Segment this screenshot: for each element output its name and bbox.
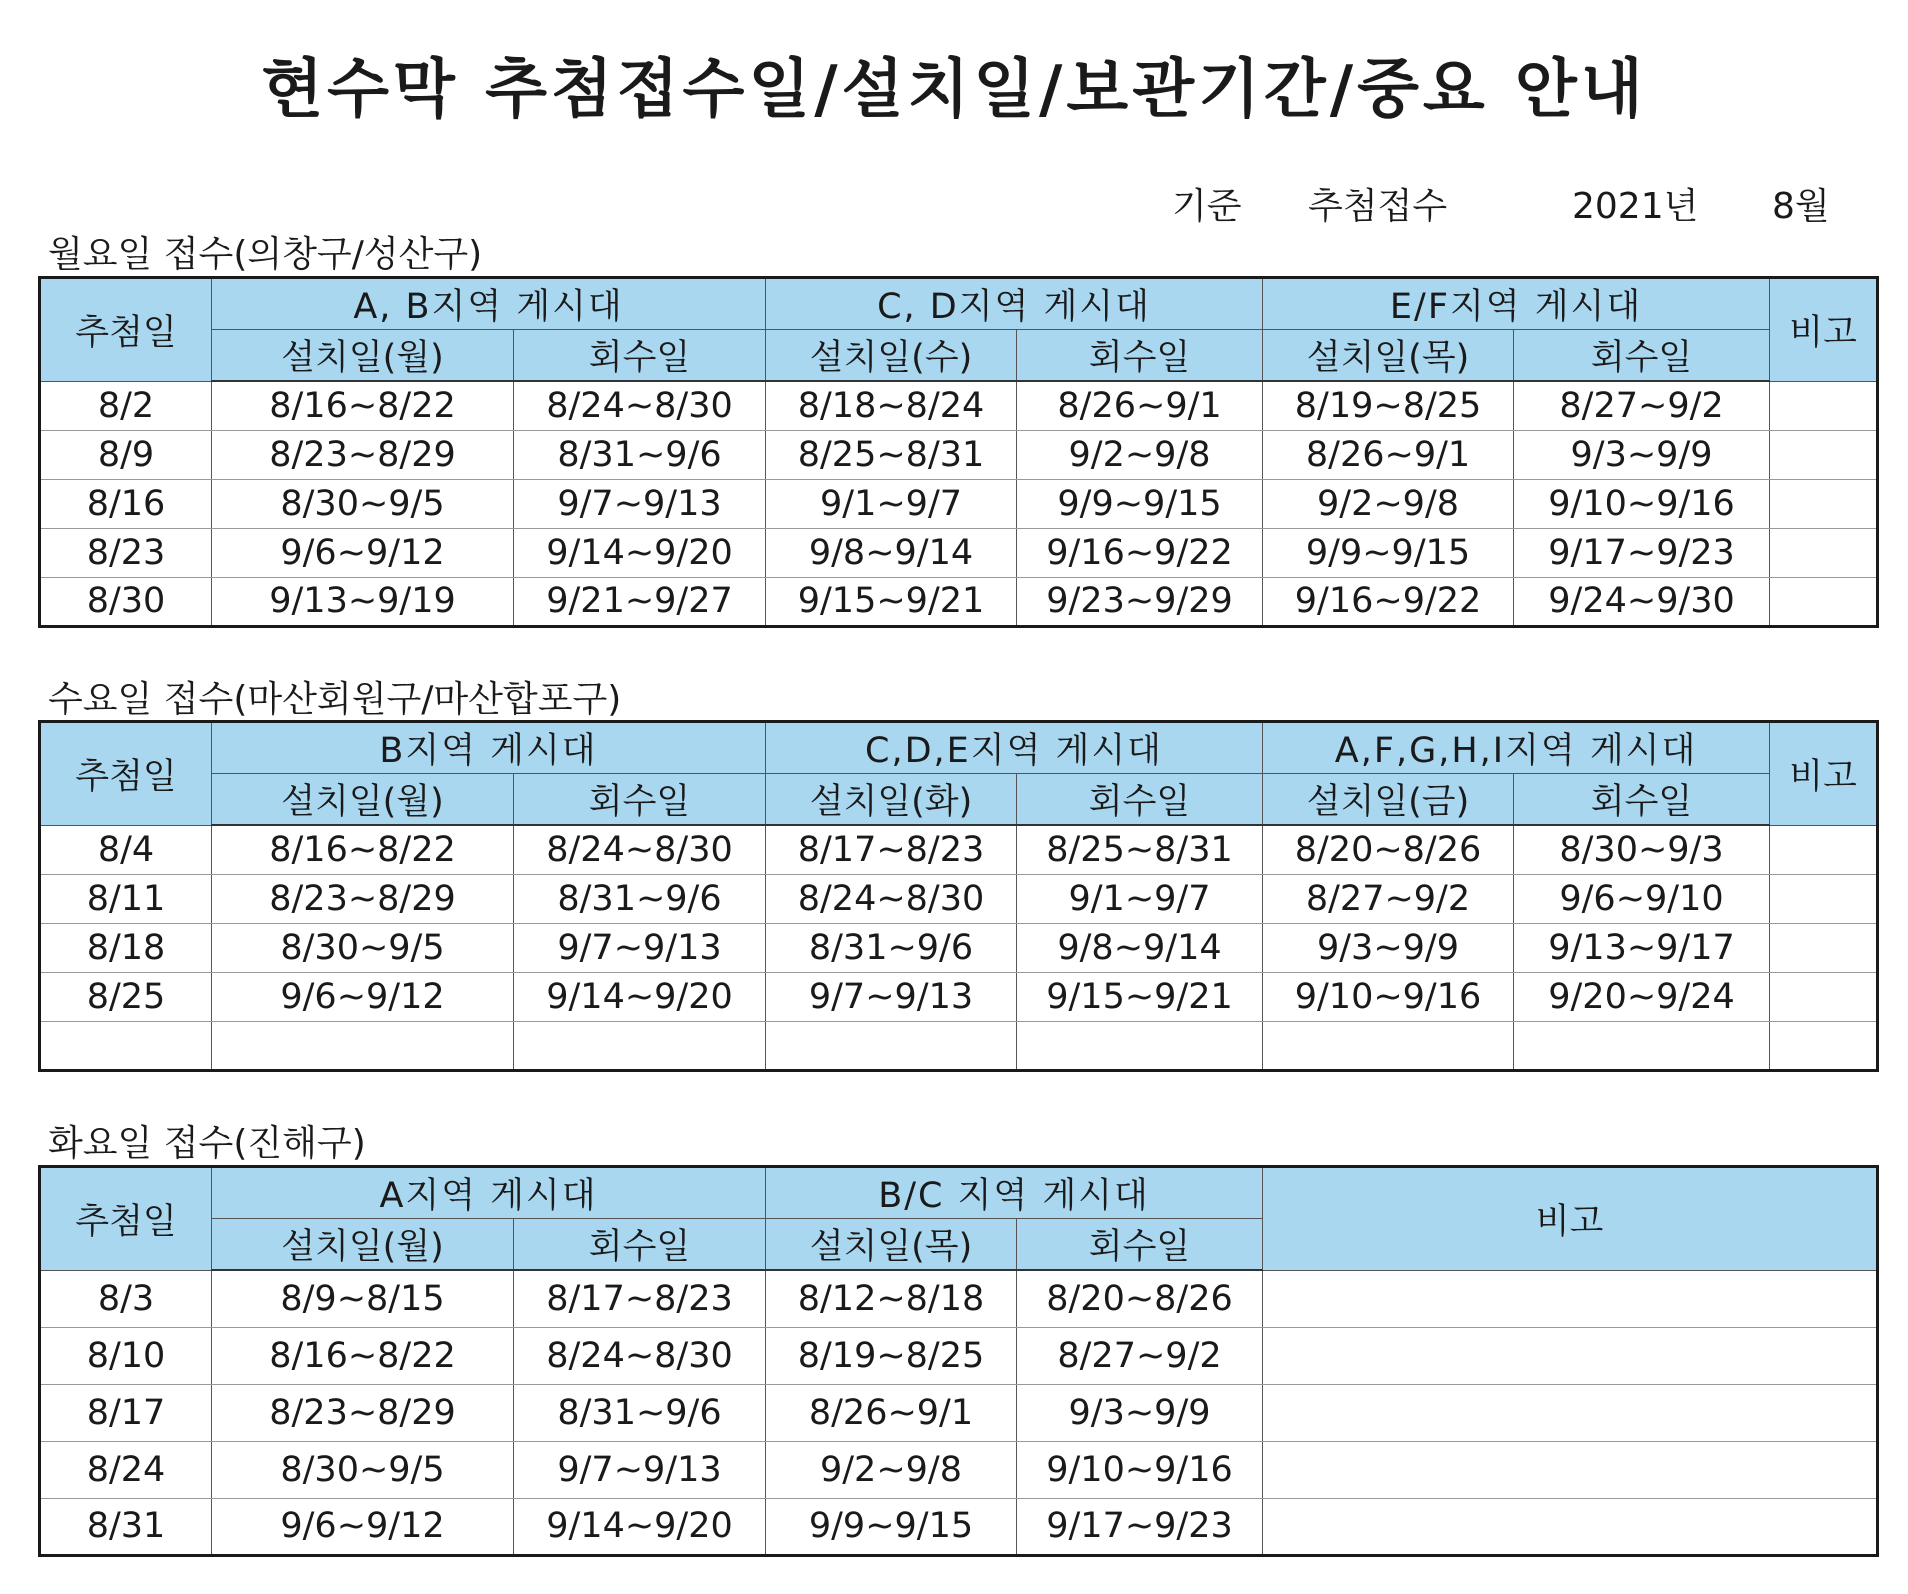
cell-date-range: 9/10~9/16 xyxy=(1263,972,1514,1021)
cell-remark xyxy=(1263,1384,1878,1441)
cell-date-range: 9/21~9/27 xyxy=(514,577,766,626)
cell-draw-date: 8/3 xyxy=(40,1270,212,1327)
cell-date-range xyxy=(1263,1021,1514,1070)
table-row xyxy=(40,923,1878,972)
cell-date-range: 9/7~9/13 xyxy=(514,479,766,528)
cell-date-range: 9/7~9/13 xyxy=(514,1441,766,1498)
cell-date-range: 8/16~8/22 xyxy=(212,381,514,430)
cell-draw-date: 8/11 xyxy=(40,874,212,923)
cell-date-range: 9/2~9/8 xyxy=(1017,430,1263,479)
cell-date-range: 8/23~8/29 xyxy=(212,1384,514,1441)
table-body xyxy=(40,1270,1878,1555)
cell-date-range: 9/7~9/13 xyxy=(514,923,766,972)
cell-date-range: 8/25~8/31 xyxy=(1017,825,1263,874)
cell-date-range: 9/3~9/9 xyxy=(1514,430,1770,479)
cell-date-range: 9/24~9/30 xyxy=(1514,577,1770,626)
cell-date-range: 8/31~9/6 xyxy=(514,874,766,923)
cell-draw-date: 8/23 xyxy=(40,528,212,577)
cell-draw-date: 8/2 xyxy=(40,381,212,430)
cell-date-range: 9/1~9/7 xyxy=(1017,874,1263,923)
cell-draw-date: 8/24 xyxy=(40,1441,212,1498)
cell-date-range: 8/31~9/6 xyxy=(766,923,1017,972)
cell-date-range: 9/1~9/7 xyxy=(766,479,1017,528)
table-row xyxy=(40,1270,1878,1327)
cell-remark xyxy=(1770,528,1878,577)
cell-date-range: 8/20~8/26 xyxy=(1263,825,1514,874)
cell-date-range: 9/17~9/23 xyxy=(1514,528,1770,577)
section-label-tuesday: 화요일 접수(진해구) xyxy=(48,1123,366,1164)
basis-label: 기준 xyxy=(1172,186,1242,227)
cell-date-range: 8/26~9/1 xyxy=(1263,430,1514,479)
cell-remark xyxy=(1263,1327,1878,1384)
header-group: B지역 게시대 xyxy=(212,722,766,774)
header-draw-date: 추첨일 xyxy=(40,722,212,826)
header-collect-date: 회수일 xyxy=(1514,774,1770,826)
cell-date-range: 8/24~8/30 xyxy=(514,381,766,430)
basis-type: 추첨접수 xyxy=(1308,186,1448,227)
cell-date-range: 8/30~9/5 xyxy=(212,1441,514,1498)
cell-date-range: 8/17~8/23 xyxy=(514,1270,766,1327)
cell-date-range: 8/16~8/22 xyxy=(212,825,514,874)
header-collect-date: 회수일 xyxy=(514,330,766,382)
table-row xyxy=(40,1021,1878,1070)
cell-date-range: 9/15~9/21 xyxy=(766,577,1017,626)
cell-date-range: 9/10~9/16 xyxy=(1514,479,1770,528)
schedule-table-monday xyxy=(38,276,1879,628)
cell-date-range: 8/27~9/2 xyxy=(1263,874,1514,923)
cell-date-range xyxy=(766,1021,1017,1070)
cell-date-range: 8/20~8/26 xyxy=(1017,1270,1263,1327)
cell-date-range: 9/23~9/29 xyxy=(1017,577,1263,626)
header-collect-date: 회수일 xyxy=(1017,1219,1263,1271)
header-remark: 비고 xyxy=(1263,1167,1878,1271)
table-row xyxy=(40,972,1878,1021)
cell-remark xyxy=(1770,825,1878,874)
cell-date-range: 8/19~8/25 xyxy=(1263,381,1514,430)
basis-year: 2021년 xyxy=(1572,186,1699,227)
cell-remark xyxy=(1263,1441,1878,1498)
header-group: C, D지역 게시대 xyxy=(766,278,1263,330)
header-collect-date: 회수일 xyxy=(514,774,766,826)
cell-draw-date: 8/4 xyxy=(40,825,212,874)
cell-date-range: 9/2~9/8 xyxy=(766,1441,1017,1498)
header-group: A지역 게시대 xyxy=(212,1167,766,1219)
cell-date-range: 9/6~9/12 xyxy=(212,1498,514,1555)
cell-date-range: 9/16~9/22 xyxy=(1263,577,1514,626)
header-install-date: 설치일(월) xyxy=(212,330,514,382)
cell-date-range: 9/9~9/15 xyxy=(1263,528,1514,577)
cell-remark xyxy=(1263,1270,1878,1327)
header-install-date: 설치일(월) xyxy=(212,1219,514,1271)
cell-date-range: 8/23~8/29 xyxy=(212,874,514,923)
page-title: 현수막 추첨접수일/설치일/보관기간/중요 안내 xyxy=(261,53,1647,127)
cell-date-range: 8/30~9/5 xyxy=(212,479,514,528)
cell-remark xyxy=(1770,972,1878,1021)
cell-date-range xyxy=(1017,1021,1263,1070)
header-install-date: 설치일(월) xyxy=(212,774,514,826)
cell-draw-date: 8/31 xyxy=(40,1498,212,1555)
header-install-date: 설치일(화) xyxy=(766,774,1017,826)
cell-date-range: 9/3~9/9 xyxy=(1017,1384,1263,1441)
cell-date-range: 8/27~9/2 xyxy=(1514,381,1770,430)
cell-date-range: 9/14~9/20 xyxy=(514,972,766,1021)
cell-date-range xyxy=(514,1021,766,1070)
cell-remark xyxy=(1770,874,1878,923)
cell-date-range: 8/26~9/1 xyxy=(1017,381,1263,430)
header-group: B/C 지역 게시대 xyxy=(766,1167,1263,1219)
cell-date-range: 8/27~9/2 xyxy=(1017,1327,1263,1384)
cell-date-range: 9/6~9/10 xyxy=(1514,874,1770,923)
header-group: C,D,E지역 게시대 xyxy=(766,722,1263,774)
table-row xyxy=(40,479,1878,528)
header-collect-date: 회수일 xyxy=(1514,330,1770,382)
cell-date-range: 8/18~8/24 xyxy=(766,381,1017,430)
cell-remark xyxy=(1770,479,1878,528)
header-draw-date: 추첨일 xyxy=(40,1167,212,1271)
cell-draw-date: 8/25 xyxy=(40,972,212,1021)
cell-date-range: 9/20~9/24 xyxy=(1514,972,1770,1021)
header-group: E/F지역 게시대 xyxy=(1263,278,1770,330)
header-install-date: 설치일(목) xyxy=(766,1219,1017,1271)
cell-date-range: 8/16~8/22 xyxy=(212,1327,514,1384)
schedule-table-tuesday xyxy=(38,1165,1879,1557)
header-remark: 비고 xyxy=(1770,278,1878,382)
cell-date-range: 8/19~8/25 xyxy=(766,1327,1017,1384)
cell-date-range: 9/6~9/12 xyxy=(212,528,514,577)
cell-remark xyxy=(1770,577,1878,626)
cell-draw-date: 8/17 xyxy=(40,1384,212,1441)
cell-date-range: 9/10~9/16 xyxy=(1017,1441,1263,1498)
cell-remark xyxy=(1770,430,1878,479)
header-draw-date: 추첨일 xyxy=(40,278,212,382)
cell-date-range: 9/14~9/20 xyxy=(514,528,766,577)
table-row xyxy=(40,1384,1878,1441)
cell-date-range: 9/16~9/22 xyxy=(1017,528,1263,577)
cell-date-range: 8/30~9/3 xyxy=(1514,825,1770,874)
cell-date-range: 8/9~8/15 xyxy=(212,1270,514,1327)
header-remark: 비고 xyxy=(1770,722,1878,826)
header-collect-date: 회수일 xyxy=(1017,774,1263,826)
header-install-date: 설치일(목) xyxy=(1263,330,1514,382)
basis-month: 8월 xyxy=(1772,186,1830,227)
cell-date-range: 9/7~9/13 xyxy=(766,972,1017,1021)
cell-date-range: 9/8~9/14 xyxy=(766,528,1017,577)
header-group: A,F,G,H,I지역 게시대 xyxy=(1263,722,1770,774)
cell-date-range: 9/9~9/15 xyxy=(1017,479,1263,528)
cell-remark xyxy=(1770,923,1878,972)
cell-draw-date: 8/30 xyxy=(40,577,212,626)
cell-remark xyxy=(1770,381,1878,430)
cell-date-range: 9/3~9/9 xyxy=(1263,923,1514,972)
cell-draw-date xyxy=(40,1021,212,1070)
table-body xyxy=(40,381,1878,626)
table-row xyxy=(40,1498,1878,1555)
cell-date-range: 8/24~8/30 xyxy=(514,825,766,874)
header-group: A, B지역 게시대 xyxy=(212,278,766,330)
section-label-monday: 월요일 접수(의창구/성산구) xyxy=(48,234,483,275)
cell-date-range: 9/14~9/20 xyxy=(514,1498,766,1555)
table-row xyxy=(40,528,1878,577)
cell-date-range: 8/24~8/30 xyxy=(514,1327,766,1384)
table-row xyxy=(40,577,1878,626)
table-row xyxy=(40,381,1878,430)
header-install-date: 설치일(수) xyxy=(766,330,1017,382)
table-row xyxy=(40,430,1878,479)
cell-remark xyxy=(1263,1498,1878,1555)
basis-line xyxy=(1172,178,1832,227)
header-install-date: 설치일(금) xyxy=(1263,774,1514,826)
schedule-table-wednesday xyxy=(38,720,1879,1072)
cell-remark xyxy=(1770,1021,1878,1070)
cell-date-range: 9/17~9/23 xyxy=(1017,1498,1263,1555)
cell-date-range: 8/31~9/6 xyxy=(514,430,766,479)
cell-date-range: 8/23~8/29 xyxy=(212,430,514,479)
table-row xyxy=(40,1327,1878,1384)
cell-date-range: 8/30~9/5 xyxy=(212,923,514,972)
header-collect-date: 회수일 xyxy=(514,1219,766,1271)
cell-date-range: 8/25~8/31 xyxy=(766,430,1017,479)
cell-date-range: 9/13~9/19 xyxy=(212,577,514,626)
cell-date-range xyxy=(1514,1021,1770,1070)
section-label-wednesday: 수요일 접수(마산회원구/마산합포구) xyxy=(48,679,622,720)
cell-date-range: 9/2~9/8 xyxy=(1263,479,1514,528)
table-body xyxy=(40,825,1878,1070)
table-row xyxy=(40,874,1878,923)
cell-date-range xyxy=(212,1021,514,1070)
cell-date-range: 8/17~8/23 xyxy=(766,825,1017,874)
cell-date-range: 8/12~8/18 xyxy=(766,1270,1017,1327)
cell-date-range: 9/15~9/21 xyxy=(1017,972,1263,1021)
cell-date-range: 9/6~9/12 xyxy=(212,972,514,1021)
cell-date-range: 9/13~9/17 xyxy=(1514,923,1770,972)
cell-draw-date: 8/16 xyxy=(40,479,212,528)
header-collect-date: 회수일 xyxy=(1017,330,1263,382)
cell-draw-date: 8/10 xyxy=(40,1327,212,1384)
cell-date-range: 9/9~9/15 xyxy=(766,1498,1017,1555)
cell-date-range: 8/26~9/1 xyxy=(766,1384,1017,1441)
cell-date-range: 9/8~9/14 xyxy=(1017,923,1263,972)
table-row xyxy=(40,1441,1878,1498)
cell-draw-date: 8/9 xyxy=(40,430,212,479)
cell-draw-date: 8/18 xyxy=(40,923,212,972)
table-row xyxy=(40,825,1878,874)
cell-date-range: 8/31~9/6 xyxy=(514,1384,766,1441)
cell-date-range: 8/24~8/30 xyxy=(766,874,1017,923)
